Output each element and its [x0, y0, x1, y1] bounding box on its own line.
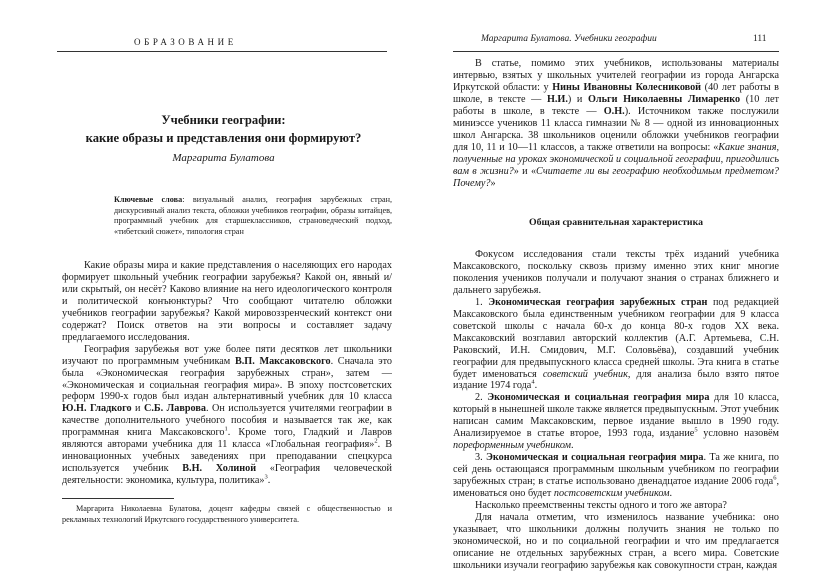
page-number: 111 — [753, 34, 767, 44]
footnote-ref: 5 — [694, 426, 698, 434]
footnote-ref: 2 — [374, 437, 378, 445]
text-run: » — [490, 177, 496, 189]
right-paragraph-last: Для начала отметим, что изменилось название учебника: оно указывает, что школьники должны получить знания не только по экономической, но и по социальной географии и что им предлагается описание не отдельных зарубежных стран, а всего мира. Советские школьники изучали географию зарубежья как совокупности стран, каждая — [453, 511, 779, 571]
text-run: для 10 класса, который в нынешней школе также является предвыпускным. Этот учебник написан самим Максаковским, первое издание вышло в 1990 году. Анализируемое в статье второе, 1993 года, издание — [453, 392, 780, 440]
text-run: условно назовём — [697, 428, 779, 440]
text-run: География зарубежья вот уже более пяти десятков лет школьники изучают по программным учебникам — [62, 343, 392, 367]
section-heading: Общая сравнительная характеристика — [529, 217, 703, 228]
name-kolesnikova: Нины Ивановны Колесниковой — [552, 81, 702, 93]
left-running-head: ОБРАЗОВАНИЕ — [134, 37, 237, 47]
name-lavrov: С.Б. Лаврова — [143, 403, 206, 415]
text-run: . Кроме того, Гладкий и Лавров являются авторами учебника для 11 класса «Глобальная география» — [62, 427, 392, 451]
text-run: под редакцией Максаковского была единственным учебником географии для 9 класса советской школы с начала 60-х до конца 80-х годов XX века. Максаковский возглавил авторский коллектив (А.Г. Артемьева, С.Н. Раковский, И.Н. Смидович, М.Г. Соловьёва), создавший учебник географии для предвыпускного класса средней школы. Эта книга в статье будет именоваться — [453, 296, 780, 380]
book-title-2: Экономическая и социальная география мира — [487, 392, 710, 404]
text-run: , для анализа было взято пятое издание 1974 года — [453, 368, 780, 392]
text-run: 1. — [475, 296, 489, 308]
book-title-1: Экономическая география зарубежных стран — [488, 296, 708, 308]
right-header-rule — [453, 51, 779, 52]
footnote-ref: 3 — [264, 473, 268, 481]
name-kholina: В.Н. Холиной — [182, 463, 257, 475]
right-paragraph-question: Насколько преемственны тексты одного и того же автора? — [475, 500, 727, 512]
text-run: 3. — [475, 452, 486, 464]
text-run: (10 лет работы в школе, в тексте — — [453, 93, 779, 117]
text-run: и — [131, 403, 144, 415]
left-body — [62, 260, 392, 487]
author-name: Маргарита Булатова — [172, 152, 275, 164]
keywords-text: : визуальный анализ, география зарубежных стран, дискурсивный анализ текста, обложки учебников географии, образы китайцев, программный учебник для старшеклассников, страноведческий подход, «тибетский сюжет», типология стран — [114, 195, 393, 237]
text-run: » и « — [513, 165, 537, 177]
book-title-3: Экономическая и социальная география мира — [486, 452, 704, 464]
right-paragraph-item-2: 2. Экономическая и социальная география мира для 10 класса, который в нынешней школе также является предвыпускным. Этот учебник написан самим Максаковским, первое издание вышло в 1990 году. Анализируемое в статье второе, 1993 года, издание$^5$ условно назовём пореформенным учебником. — [453, 392, 780, 452]
label-soviet: советский учебник — [542, 368, 628, 380]
question-1: Какие знания, полученные на уроках экономической и социальной географии, пригодились вам в жизни? — [453, 141, 779, 177]
text-run: ). Источником также послужили миниэссе учеников 11 класса гимназии № 8 — одной из инновационных школ Ангарска. 38 школьников оценили обложки учебников географии для 10, 11 и 10—11 классов, а также ответили на вопросы: « — [453, 105, 779, 153]
abbr-on: О.Н. — [603, 105, 625, 117]
abbr-ni: Н.И. — [546, 93, 568, 105]
name-gladky: Ю.Н. Гладкого — [62, 403, 132, 415]
right-paragraph-1 — [453, 58, 779, 189]
left-paragraph-1: Какие образы мира и какие представления о населяющих его народах формирует школьный учебник географии зарубежья? Какой он, явный и/или скрытый, он несёт? Каково влияние на него идеологического контроля и политической конъюнктуры? Что сообщают читателю обложки учебников географии зарубежья? Какой мировоззренческий контекст они содержат? Поиск ответов на эти вопросы и составляет задачу предлагаемого исследования. — [62, 260, 392, 343]
left-paragraph-2: География зарубежья вот уже более пяти десятков лет школьники изучают по программным учебникам В.П. Максаковского. Сначала это была «Экономическая география зарубежных стран», затем — «Экономическая и социальная география мира». В эпоху постсоветских реформ 1990-х годов был издан альтернативный учебник для 10 класса Ю.Н. Гладкого и С.Б. Лаврова. Он используется учителями географии в качестве дополнительного учебного пособия и называется так же, как программная книга Максаковского$^1$. Кроме того, Гладкий и Лавров являются авторами учебника для 11 класса «Глобальная география»$^2$. В инновационных учебных заведениях при преподавании спецкурса используется учебник В.Н. Холиной «География человеческой деятельности: экономика, культура, политика»$^3$. — [62, 343, 392, 487]
text-run: (40 лет работы в школе, в тексте — — [453, 81, 779, 105]
right-running-head: Маргарита Булатова. Учебники географии — [481, 34, 657, 44]
keywords-label: Ключевые слова — [114, 195, 183, 204]
right-intro — [453, 58, 779, 189]
footnote-ref: 4 — [531, 379, 535, 387]
right-paragraph-focus: Фокусом исследования стали тексты трёх изданий учебника Максаковского, поскольку сквозь призму именно этих книг многие поколения учеников получали и получают знания о странах ближнего и дальнего зарубежья. — [453, 249, 779, 296]
footnote-ref: 1 — [224, 425, 228, 433]
text-run: . Он используется учителями географии в качестве дополнительного учебного пособия и называется так же, как программная книга Максаковского — [62, 403, 392, 439]
name-maksakovsky: В.П. Максаковского — [234, 355, 331, 367]
text-run: ) и — [567, 93, 588, 105]
right-paragraph-item-1: 1. Экономическая география зарубежных стран под редакцией Максаковского была единственным учебником географии для 9 класса советской школы с начала 60-х до конца 80-х годов XX века. Максаковский возглавил авторский коллектив (А.Г. Артемьева, С.Н. Раковский, И.Н. Смидович, М.Г. Соловьёва), создавший учебник географии для предвыпускного класса средней школы. Эта книга в статье будет именоваться советский учебник, для анализа было взято пятое издание 1974 года$^4$. — [453, 296, 780, 392]
text-run: 2. — [475, 392, 488, 404]
left-header-rule — [57, 51, 387, 52]
text-run: . Та же книга, по сей день остающаяся программным школьным учебником по географии зарубежных стран; в статье использовано двенадцатое издание 2006 года — [453, 452, 779, 488]
right-body — [453, 249, 779, 572]
text-run: . В инновационных учебных заведениях при преподавании спецкурса используется учебник — [62, 439, 392, 475]
text-run: . Сначала это была «Экономическая география зарубежных стран», затем — «Экономическая и социальная география мира». В эпоху постсоветских реформ 1990-х годов был издан альтернативный учебник для 10 класса — [62, 355, 392, 403]
text-run: , именоваться оно будет — [453, 476, 779, 500]
name-limarenko: Ольги Николаевны Лимаренко — [587, 93, 741, 105]
label-reform: пореформенным учебником — [453, 440, 572, 452]
title-line-1: Учебники географии: — [161, 113, 286, 127]
title-line-2: какие образы и представления они формируют? — [85, 130, 362, 145]
footnote-ref: 6 — [773, 474, 777, 482]
text-run: В статье, помимо этих учебников, использованы материалы интервью, взятых у школьных учителей географии из города Ангарска Иркутской области: у — [453, 58, 779, 93]
label-postsoviet: постсоветским учебником — [553, 488, 670, 500]
footnote-rule — [62, 498, 174, 499]
text-run: «География человеческой деятельности: экономика, культура, политика» — [62, 463, 392, 487]
article-title — [60, 112, 387, 147]
question-2: Считаете ли вы географию необходимым предметом? Почему? — [453, 165, 780, 189]
author-footnote: Маргарита Николаевна Булатова, доцент кафедры связей с общественностью и рекламных технологий Иркутского государственного университета. — [62, 504, 392, 524]
keywords-block — [114, 195, 392, 238]
right-paragraph-item-3: 3. Экономическая и социальная география мира. Та же книга, по сей день остающаяся программным школьным учебником по географии зарубежных стран; в статье использовано двенадцатое издание 2006 года$^6$, именоваться оно будет постсоветским учебником. — [453, 452, 779, 500]
